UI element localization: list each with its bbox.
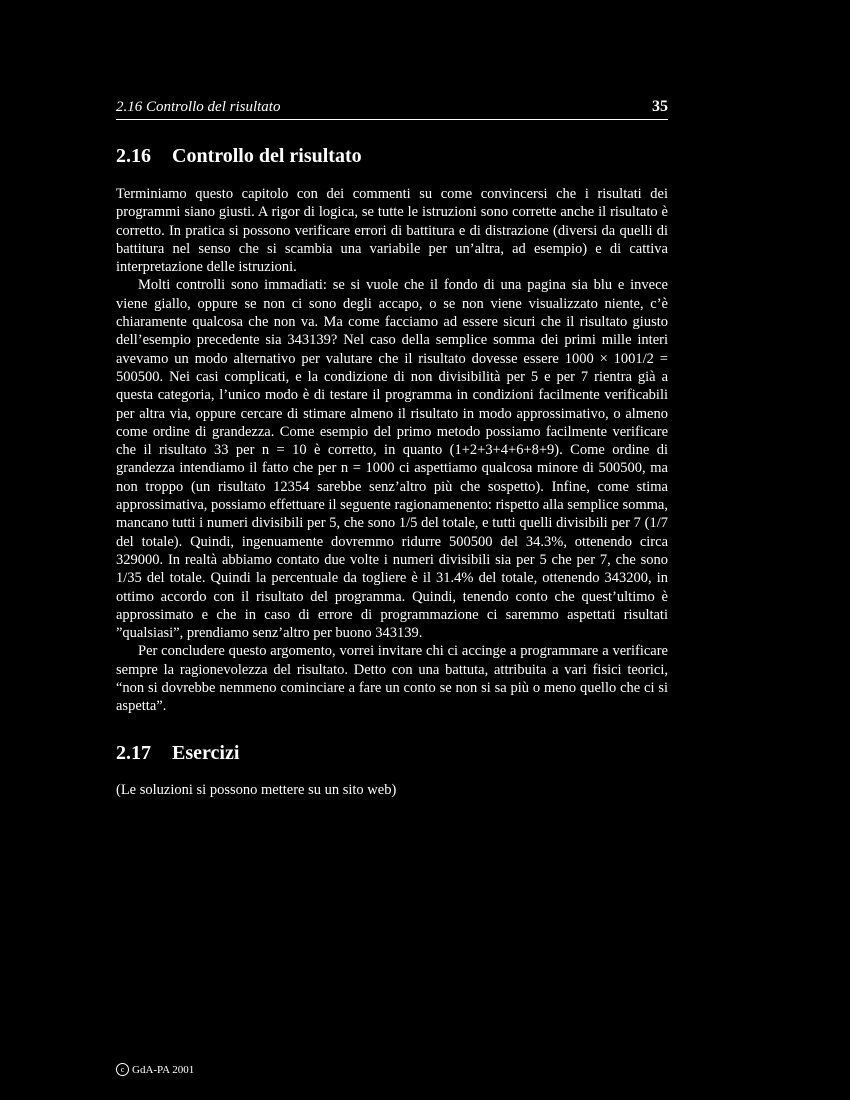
section-number: 2.17	[116, 741, 151, 764]
paragraph: Per concludere questo argomento, vorrei invitare chi ci accinge a programmare a verificare sempre la ragionevolezza del risultato. Detto con una battuta, attribuita a vari fisici teorici, “non si dovrebbe nemmeno cominciare a fare un conto se non si sa più o meno quello che ci si aspetta”.	[116, 643, 668, 715]
section-number: 2.16	[116, 145, 151, 167]
section-body-esercizi: (Le soluzioni si possono mettere su un sito web)	[116, 781, 397, 798]
paragraph: Molti controlli sono immadiati: se si vuole che il fondo di una pagina sia blu e invece viene giallo, oppure se non ci sono degli accapo, o se non viene visualizzato niente, c’è chiaramente qualcosa che non va. Ma come facciamo ad essere sicuri che il risultato giusto dell’esempio precedente sia 343139? Nel caso della semplice somma dei primi mille interi avevamo un modo alternativo per valutare che il risultato dovesse essere 1000 × 1001/2 = 500500. Nei casi complicati, e la condizione di non divisibilità per 5 e per 7 rientra già a questa categoria, l’unico modo è di testare il programma in condizioni facilmente verificabili per altra via, oppure cercare di stimare almeno il risultato in modo approssimativo, o almeno come ordine di grandezza. Come esempio del primo metodo possiamo facilmente verificare che il risultato 33 per n = 10 è corretto, in quanto (1+2+3+4+6+8+9). Come ordine di grandezza intendiamo il fatto che per n = 1000 ci aspettiamo qualcosa minore di 500500, ma non troppo (un risultato 12354 sarebbe senz’altro più che sospetto). Infine, come stima approssimativa, possiamo effettuare il seguente ragionamenento: rispetto alla semplice somma, mancano tutti i numeri divisibili per 5, che sono 1/5 del totale, e tutti quelli divisibili per 7 (1/7 del totale). Quindi, ingenuamente dovremmo ridurre 500500 del 34.3%, ottenendo circa 329000. In realtà abbiamo contato due volte i numeri divisibili sia per 5 che per 7, che sono 1/35 del totale. Quindi la percentuale da togliere è il 31.4% del totale, ottenendo 343200, in ottimo accordo con il risultato del programma. Quindi, tenendo conto che quest’ultimo è approssimato e che in caso di errore di programmazione ci saremmo aspettati risultati ”qualsiasi”, prendiamo senz’altro per buono 343139.	[116, 277, 668, 642]
page-content	[116, 98, 668, 799]
page-footer	[116, 1063, 194, 1076]
section-heading-esercizi	[116, 742, 668, 765]
section-title: Controllo del risultato	[172, 145, 362, 167]
page-number: 35	[652, 98, 668, 115]
running-header-title: 2.16 Controllo del risultato	[116, 99, 281, 115]
footer-text: GdA-PA 2001	[132, 1063, 195, 1076]
section-heading-controllo	[116, 145, 668, 168]
section-title: Esercizi	[172, 741, 240, 764]
paragraph: Terminiamo questo capitolo con dei commenti su come convincersi che i risultati dei programmi siano giusti. A rigor di logica, se tutte le istruzioni sono corrette anche il risultato è corretto. In pratica si possono verificare errori di battitura e di distrazione (diversi da quelli di battitura nel senso che si scambia una variabile per un’altra, ad esempio) e di cattiva interpretazione delle istruzioni.	[116, 186, 668, 276]
copyright-icon: c	[116, 1063, 129, 1076]
running-header	[116, 98, 668, 120]
section-body-controllo	[116, 185, 668, 716]
